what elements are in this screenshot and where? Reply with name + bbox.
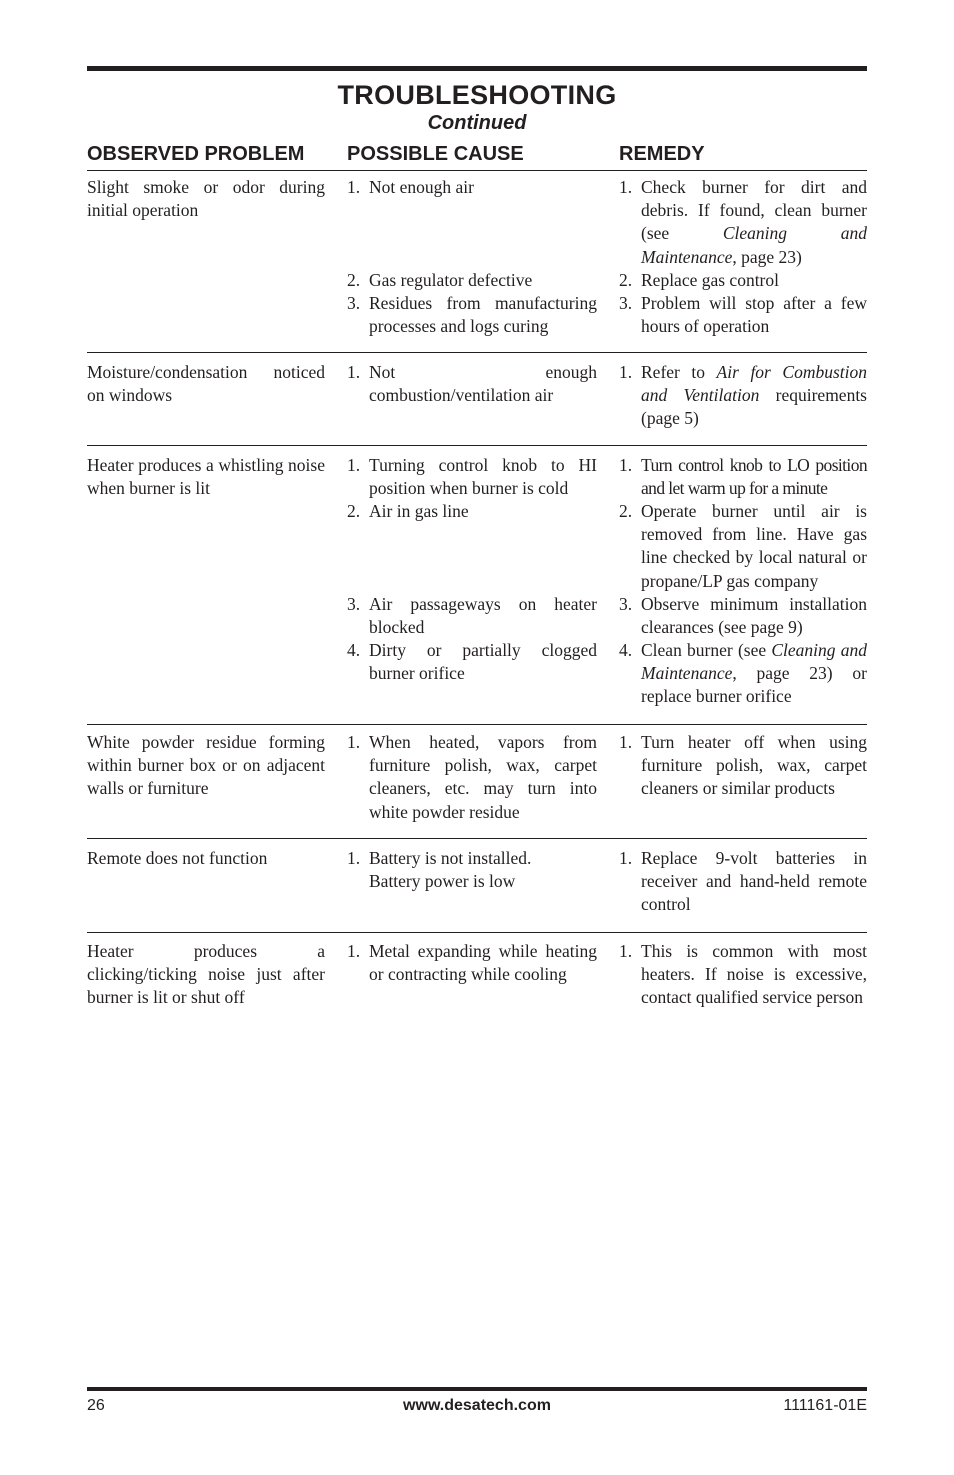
column-header-problem: OBSERVED PROBLEM — [87, 143, 305, 165]
problem-text: White powder residue forming within burner box or on adjacent walls or furniture — [87, 732, 325, 799]
page-number: 26 — [87, 1397, 105, 1414]
row-divider — [87, 838, 867, 839]
bottom-rule — [87, 1387, 867, 1391]
header-rule — [87, 170, 867, 171]
problem-text: Moisture/condensation noticed on windows — [87, 362, 325, 406]
row-divider — [87, 445, 867, 446]
document-number: 111161-01E — [783, 1397, 867, 1414]
row-divider — [87, 352, 867, 353]
row-divider — [87, 932, 867, 933]
website-link[interactable]: www.desatech.com — [403, 1397, 551, 1414]
problem-text: Heater produces a clicking/ticking noise just after burner is lit or shut off — [87, 941, 325, 1008]
page-title: TROUBLESHOOTING — [337, 80, 617, 110]
page-subtitle: Continued — [427, 112, 527, 134]
problem-text: Heater produces a whistling noise when burner is lit — [87, 455, 325, 499]
top-rule — [87, 66, 867, 71]
problem-text: Slight smoke or odor during initial operation — [87, 177, 325, 221]
column-header-remedy: REMEDY — [619, 143, 705, 165]
row-divider — [87, 724, 867, 725]
problem-text: Remote does not function — [87, 848, 268, 868]
column-header-cause: POSSIBLE CAUSE — [347, 143, 524, 165]
